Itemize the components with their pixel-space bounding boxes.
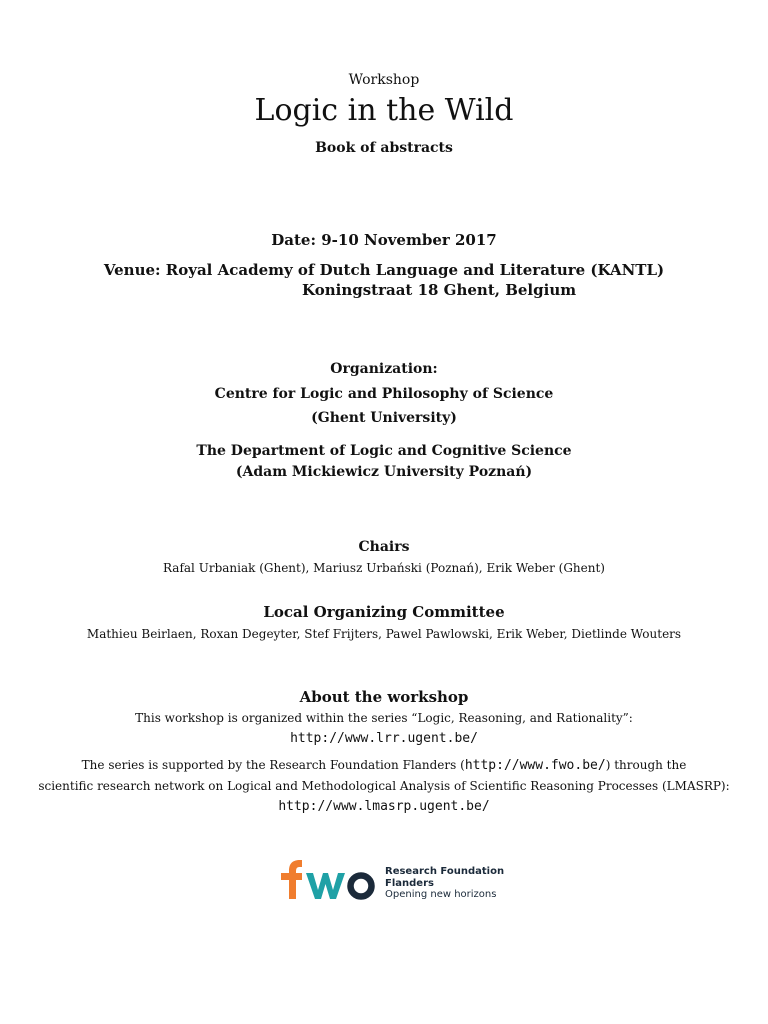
series-text-prefix: The series is supported by the Research Foundation Flanders ( bbox=[81, 758, 465, 772]
series-text-suffix: ) through the bbox=[605, 758, 687, 772]
fwo-logo bbox=[275, 853, 505, 905]
organization-name: The Department of Logic and Cognitive Science bbox=[196, 443, 572, 459]
fwo-logo-mark bbox=[275, 855, 380, 901]
organization-heading: Organization: bbox=[330, 361, 438, 377]
fwo-logo-o bbox=[351, 876, 372, 897]
organization-affiliation: (Ghent University) bbox=[311, 410, 457, 426]
local-committee-heading: Local Organizing Committee bbox=[263, 603, 505, 621]
organization-name: Centre for Logic and Philosophy of Science bbox=[214, 386, 554, 402]
event-venue: Venue: Royal Academy of Dutch Language and Literature (KANTL) bbox=[103, 261, 665, 279]
fwo-logo-text bbox=[385, 866, 504, 901]
page-subtitle: Book of abstracts bbox=[315, 140, 453, 156]
fwo-logo-tagline: Opening new horizons bbox=[385, 889, 497, 900]
about-text: This workshop is organized within the series “Logic, Reasoning, and Rationality”: bbox=[135, 711, 633, 725]
local-committee-names: Mathieu Beirlaen, Roxan Degeyter, Stef Frijters, Pawel Pawlowski, Erik Weber, Dietlinde Wouters bbox=[86, 627, 682, 641]
fwo-link[interactable]: http://www.fwo.be/ bbox=[464, 758, 606, 773]
about-heading: About the workshop bbox=[299, 688, 469, 706]
event-date: Date: 9-10 November 2017 bbox=[271, 231, 497, 249]
chairs-heading: Chairs bbox=[358, 539, 410, 555]
lmasrp-link-line bbox=[0, 800, 768, 813]
fwo-logo-org-line1: Research Foundation bbox=[385, 866, 505, 877]
page-title: Logic in the Wild bbox=[254, 93, 514, 128]
fwo-logo-w bbox=[306, 873, 345, 899]
organization-affiliation: (Adam Mickiewicz University Poznań) bbox=[235, 464, 533, 480]
series-text-line-2: scientific research network on Logical and Methodological Analysis of Scientific Reasoning Processes (LMASRP): bbox=[38, 779, 730, 793]
chairs-names: Rafal Urbaniak (Ghent), Mariusz Urbański (Poznań), Erik Weber (Ghent) bbox=[163, 561, 605, 575]
workshop-label: Workshop bbox=[348, 72, 420, 88]
lrr-link[interactable]: http://www.lrr.ugent.be/ bbox=[290, 731, 478, 746]
lmasrp-link[interactable]: http://www.lmasrp.ugent.be/ bbox=[278, 799, 490, 814]
fwo-logo-org-line2: Flanders bbox=[385, 877, 434, 889]
event-address: Koningstraat 18 Ghent, Belgium bbox=[302, 281, 577, 299]
series-text-line-1 bbox=[0, 759, 768, 772]
fwo-logo-f bbox=[281, 860, 302, 899]
lrr-link-line bbox=[0, 732, 768, 745]
